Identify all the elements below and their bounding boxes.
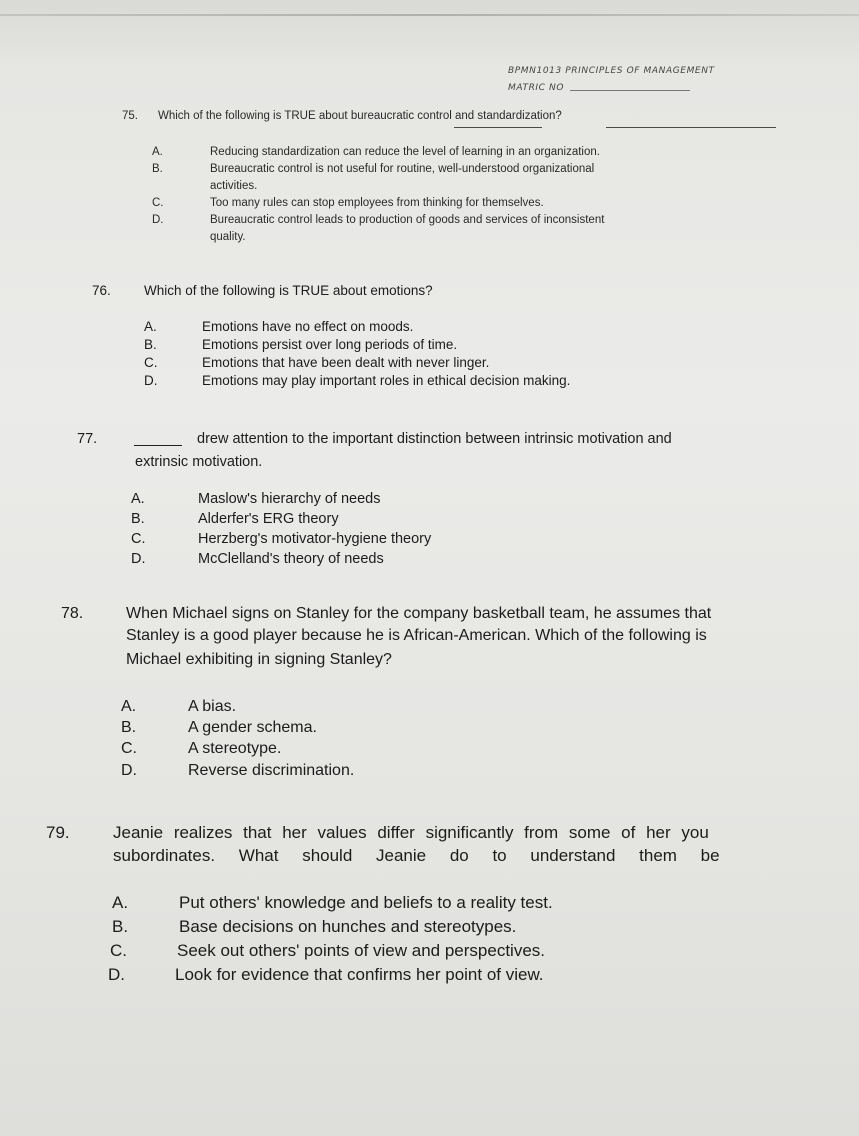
option-letter: A. [131,491,145,507]
question-stem: Which of the following is TRUE about emotions? [144,283,433,298]
option-letter: C. [152,197,164,209]
question-stem-continued: Stanley is a good player because he is African-American. Which of the following is [126,627,707,644]
pen-underline [454,127,542,128]
option-letter: C. [131,531,146,547]
option-letter: D. [108,965,125,984]
option-text: Base decisions on hunches and stereotypes. [179,917,517,936]
option-text-continued: activities. [210,180,258,192]
option-letter: A. [112,893,129,912]
question-stem-continued: extrinsic motivation. [135,454,263,470]
answer-blank [134,445,182,446]
option-letter: D. [121,762,137,779]
option-text: Emotions that have been dealt with never linger. [202,355,490,370]
question-stem-continued: subordinates. What should Jeanie do to understand them be [113,846,720,865]
question-stem: Which of the following is TRUE about bureaucratic control and standardization? [158,110,562,122]
option-text: Alderfer's ERG theory [198,511,339,527]
question-number: 77. [77,431,98,447]
option-text: A gender schema. [188,719,317,736]
matric-blank-line [570,90,690,91]
option-letter: A. [152,146,163,158]
option-text: Emotions have no effect on moods. [202,319,414,334]
option-text: Seek out others' points of view and perspectives. [177,941,546,960]
matric-number-field [508,83,690,93]
option-letter: C. [144,355,158,370]
option-text: Look for evidence that confirms her point of view. [175,965,544,984]
option-letter: D. [152,214,164,226]
question-stem: Jeanie realizes that her values differ significantly from some of her you [113,823,709,842]
option-text: Herzberg's motivator-hygiene theory [198,531,432,547]
option-letter: B. [144,337,157,352]
option-text: McClelland's theory of needs [198,551,384,567]
option-text: Bureaucratic control leads to production of goods and services of inconsistent [210,214,605,226]
option-text: A stereotype. [188,740,282,757]
option-letter: B. [112,917,129,936]
option-text: Put others' knowledge and beliefs to a reality test. [179,893,553,912]
paper-fold-line [0,14,859,16]
question-stem-continued: Michael exhibiting in signing Stanley? [126,651,392,668]
matric-label: MATRIC NO [508,83,565,93]
option-letter: A. [144,319,157,334]
option-text: Emotions may play important roles in ethical decision making. [202,373,571,388]
question-number: 79. [46,823,70,842]
option-letter: B. [121,719,137,736]
course-header: BPMN1013 PRINCIPLES OF MANAGEMENT [508,66,715,76]
option-text: Bureaucratic control is not useful for routine, well-understood organizational [210,163,595,175]
question-stem: drew attention to the important distinction between intrinsic motivation and [197,431,672,447]
option-text: A bias. [188,698,237,715]
question-number: 75. [122,110,138,122]
option-text: Reverse discrimination. [188,762,355,779]
question-number: 76. [92,283,111,298]
option-text: Emotions persist over long periods of time. [202,337,458,352]
pen-underline [606,127,776,128]
option-letter: C. [110,941,127,960]
option-letter: B. [131,511,145,527]
option-text: Maslow's hierarchy of needs [198,491,381,507]
option-letter: B. [152,163,163,175]
option-letter: C. [121,740,137,757]
option-letter: D. [144,373,158,388]
question-stem: When Michael signs on Stanley for the company basketball team, he assumes that [126,605,712,622]
option-letter: D. [131,551,146,567]
option-text: Too many rules can stop employees from thinking for themselves. [210,197,544,209]
option-text: Reducing standardization can reduce the level of learning in an organization. [210,146,600,158]
option-text-continued: quality. [210,231,246,243]
option-letter: A. [121,698,137,715]
question-number: 78. [61,605,84,622]
